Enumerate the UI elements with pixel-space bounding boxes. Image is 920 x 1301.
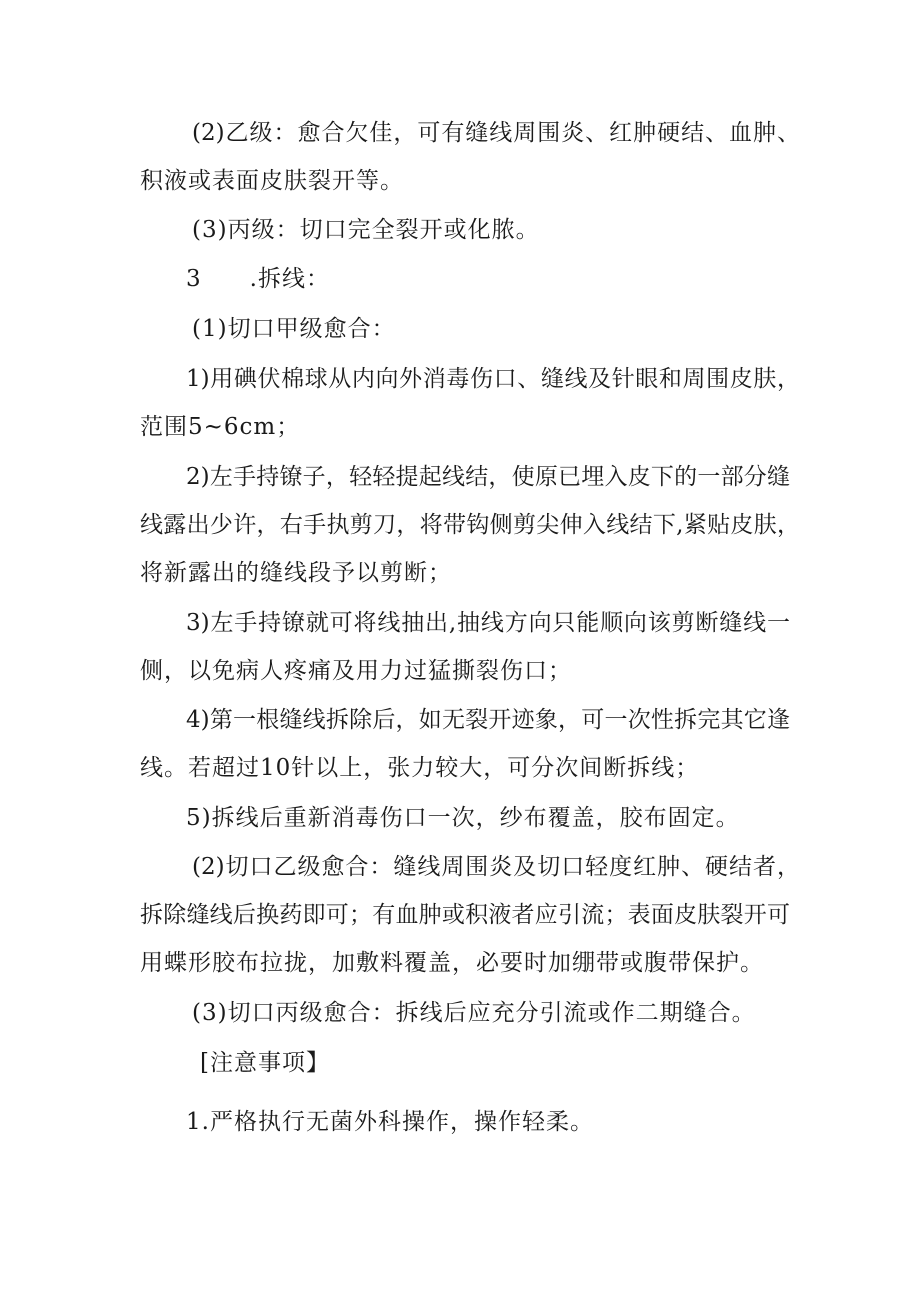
paragraph-line-17: 拆除缝线后换药即可；有血肿或积液者应引流；表面皮肤裂开可 bbox=[140, 902, 790, 928]
paragraph-line-13: 4)第一根缝线拆除后，如无裂开迹象，可一次性拆完其它逢 bbox=[186, 707, 790, 733]
paragraph-line-7: 范围5~6cm； bbox=[140, 414, 301, 440]
paragraph-line-1: (2)乙级：愈合欠佳，可有缝线周围炎、红肿硬结、血肿、 bbox=[192, 120, 800, 146]
paragraph-line-15: 5)拆线后重新消毒伤口一次，纱布覆盖，胶布固定。 bbox=[186, 805, 740, 831]
paragraph-line-9: 线露出少许，右手执剪刀，将带钩侧剪尖伸入线结下,紧贴皮肤， bbox=[140, 512, 800, 538]
section-heading-suture-removal: 3 .拆线： bbox=[186, 266, 330, 292]
paragraph-line-14: 线。若超过10针以上，张力较大，可分次间断拆线； bbox=[140, 755, 700, 781]
paragraph-line-18: 用蝶形胶布拉拢，加敷料覆盖，必要时加绷带或腹带保护。 bbox=[140, 950, 764, 976]
paragraph-line-2: 积液或表面皮肤裂开等。 bbox=[140, 168, 404, 194]
section-heading-notes: [注意事项】 bbox=[200, 1050, 330, 1076]
subheading-grade-a: (1)切口甲级愈合： bbox=[192, 316, 396, 342]
paragraph-line-11: 3)左手持镣就可将线抽出,抽线方向只能顺向该剪断缝线一 bbox=[186, 610, 790, 636]
subheading-grade-b: (2)切口乙级愈合：缝线周围炎及切口轻度红肿、硬结者， bbox=[192, 854, 800, 880]
paragraph-line-6: 1)用碘伏棉球从内向外消毒伤口、缝线及针眼和周围皮肤， bbox=[186, 366, 800, 392]
paragraph-line-10: 将新露出的缝线段予以剪断； bbox=[140, 560, 452, 586]
subheading-grade-c: (3)切口丙级愈合：拆线后应充分引流或作二期缝合。 bbox=[192, 1000, 756, 1026]
paragraph-line-8: 2)左手持镣子，轻轻提起线结，使原已埋入皮下的一部分缝 bbox=[186, 464, 790, 490]
paragraph-line-3: (3)丙级：切口完全裂开或化脓。 bbox=[192, 217, 540, 243]
paragraph-line-12: 侧，以免病人疼痛及用力过猛撕裂伤口； bbox=[140, 658, 572, 684]
paragraph-line-21: 1.严格执行无菌外科操作，操作轻柔。 bbox=[186, 1109, 594, 1135]
